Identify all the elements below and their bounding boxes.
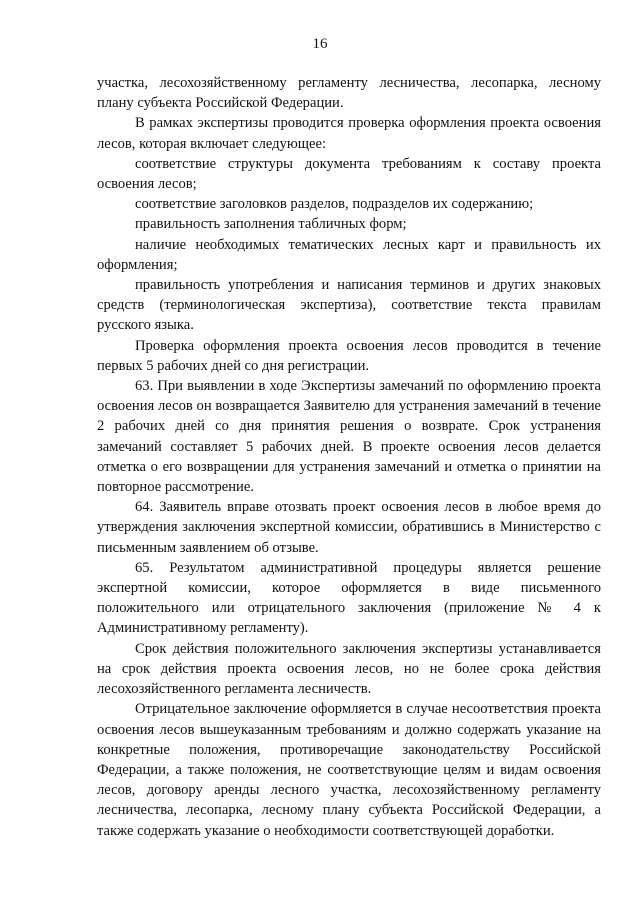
body-text <box>97 73 601 841</box>
paragraph: участка, лесохозяйственному регламенту лесничества, лесопарка, лесному плану субъекта Российской Федерации. <box>97 75 601 112</box>
paragraph-64: 64. Заявитель вправе отозвать проект освоения лесов в любое время до утверждения заключения экспертной комиссии, обратившись в Министерство с письменным заявлением об отзыве. <box>97 499 601 556</box>
paragraph: Проверка оформления проекта освоения лесов проводится в течение первых 5 рабочих дней со дня регистрации. <box>97 337 601 374</box>
paragraph-63: 63. При выявлении в ходе Экспертизы замечаний по оформлению проекта освоения лесов он возвращается Заявителю для устранения замечаний в течение 2 рабочих дней со дня принятия решения о возврате. Срок устранения замечаний составляет 5 рабочих дней. В проекте освоения лесов делается отметка о его возвращении для устранения замечаний и отметка о принятии на повторное рассмотрение. <box>97 378 601 496</box>
list-item: правильность заполнения табличных форм; <box>135 216 407 233</box>
list-item: соответствие структуры документа требованиям к составу проекта освоения лесов; <box>97 155 601 193</box>
paragraph-65: 65. Результатом административной процедуры является решение экспертной комиссии, которое оформляется в виде письменного положительного или отрицательного заключения (приложение № 4 к Административному регламенту). <box>97 559 601 637</box>
page-number: 16 <box>312 36 328 52</box>
paragraph: Отрицательное заключение оформляется в случае несоответствия проекта освоения лесов вышеуказанным требованиям и должно содержать указание на конкретные положения, противоречащие законодательству Российской Федерации, а также положения, не соответствующие целям и видам освоения лесов, договору аренды лесного участка, лесохозяйственному регламенту лесничества, лесопарка, лесному плану субъекта Российской Федерации, а также содержать указание о необходимости соответствующей доработки. <box>97 701 601 839</box>
list-item: наличие необходимых тематических лесных карт и правильность их оформления; <box>97 236 601 273</box>
paragraph: В рамках экспертизы проводится проверка оформления проекта освоения лесов, которая включает следующее: <box>97 115 601 152</box>
paragraph: Срок действия положительного заключения экспертизы устанавливается на срок действия проекта освоения лесов, но не более срока действия лесохозяйственного регламента лесничеств. <box>97 640 601 698</box>
list-item: соответствие заголовков разделов, подразделов их содержанию; <box>135 196 534 213</box>
list-item: правильность употребления и написания терминов и других знаковых средств (терминологическая экспертиза), соответствие текста правилам русского языка. <box>97 277 601 334</box>
